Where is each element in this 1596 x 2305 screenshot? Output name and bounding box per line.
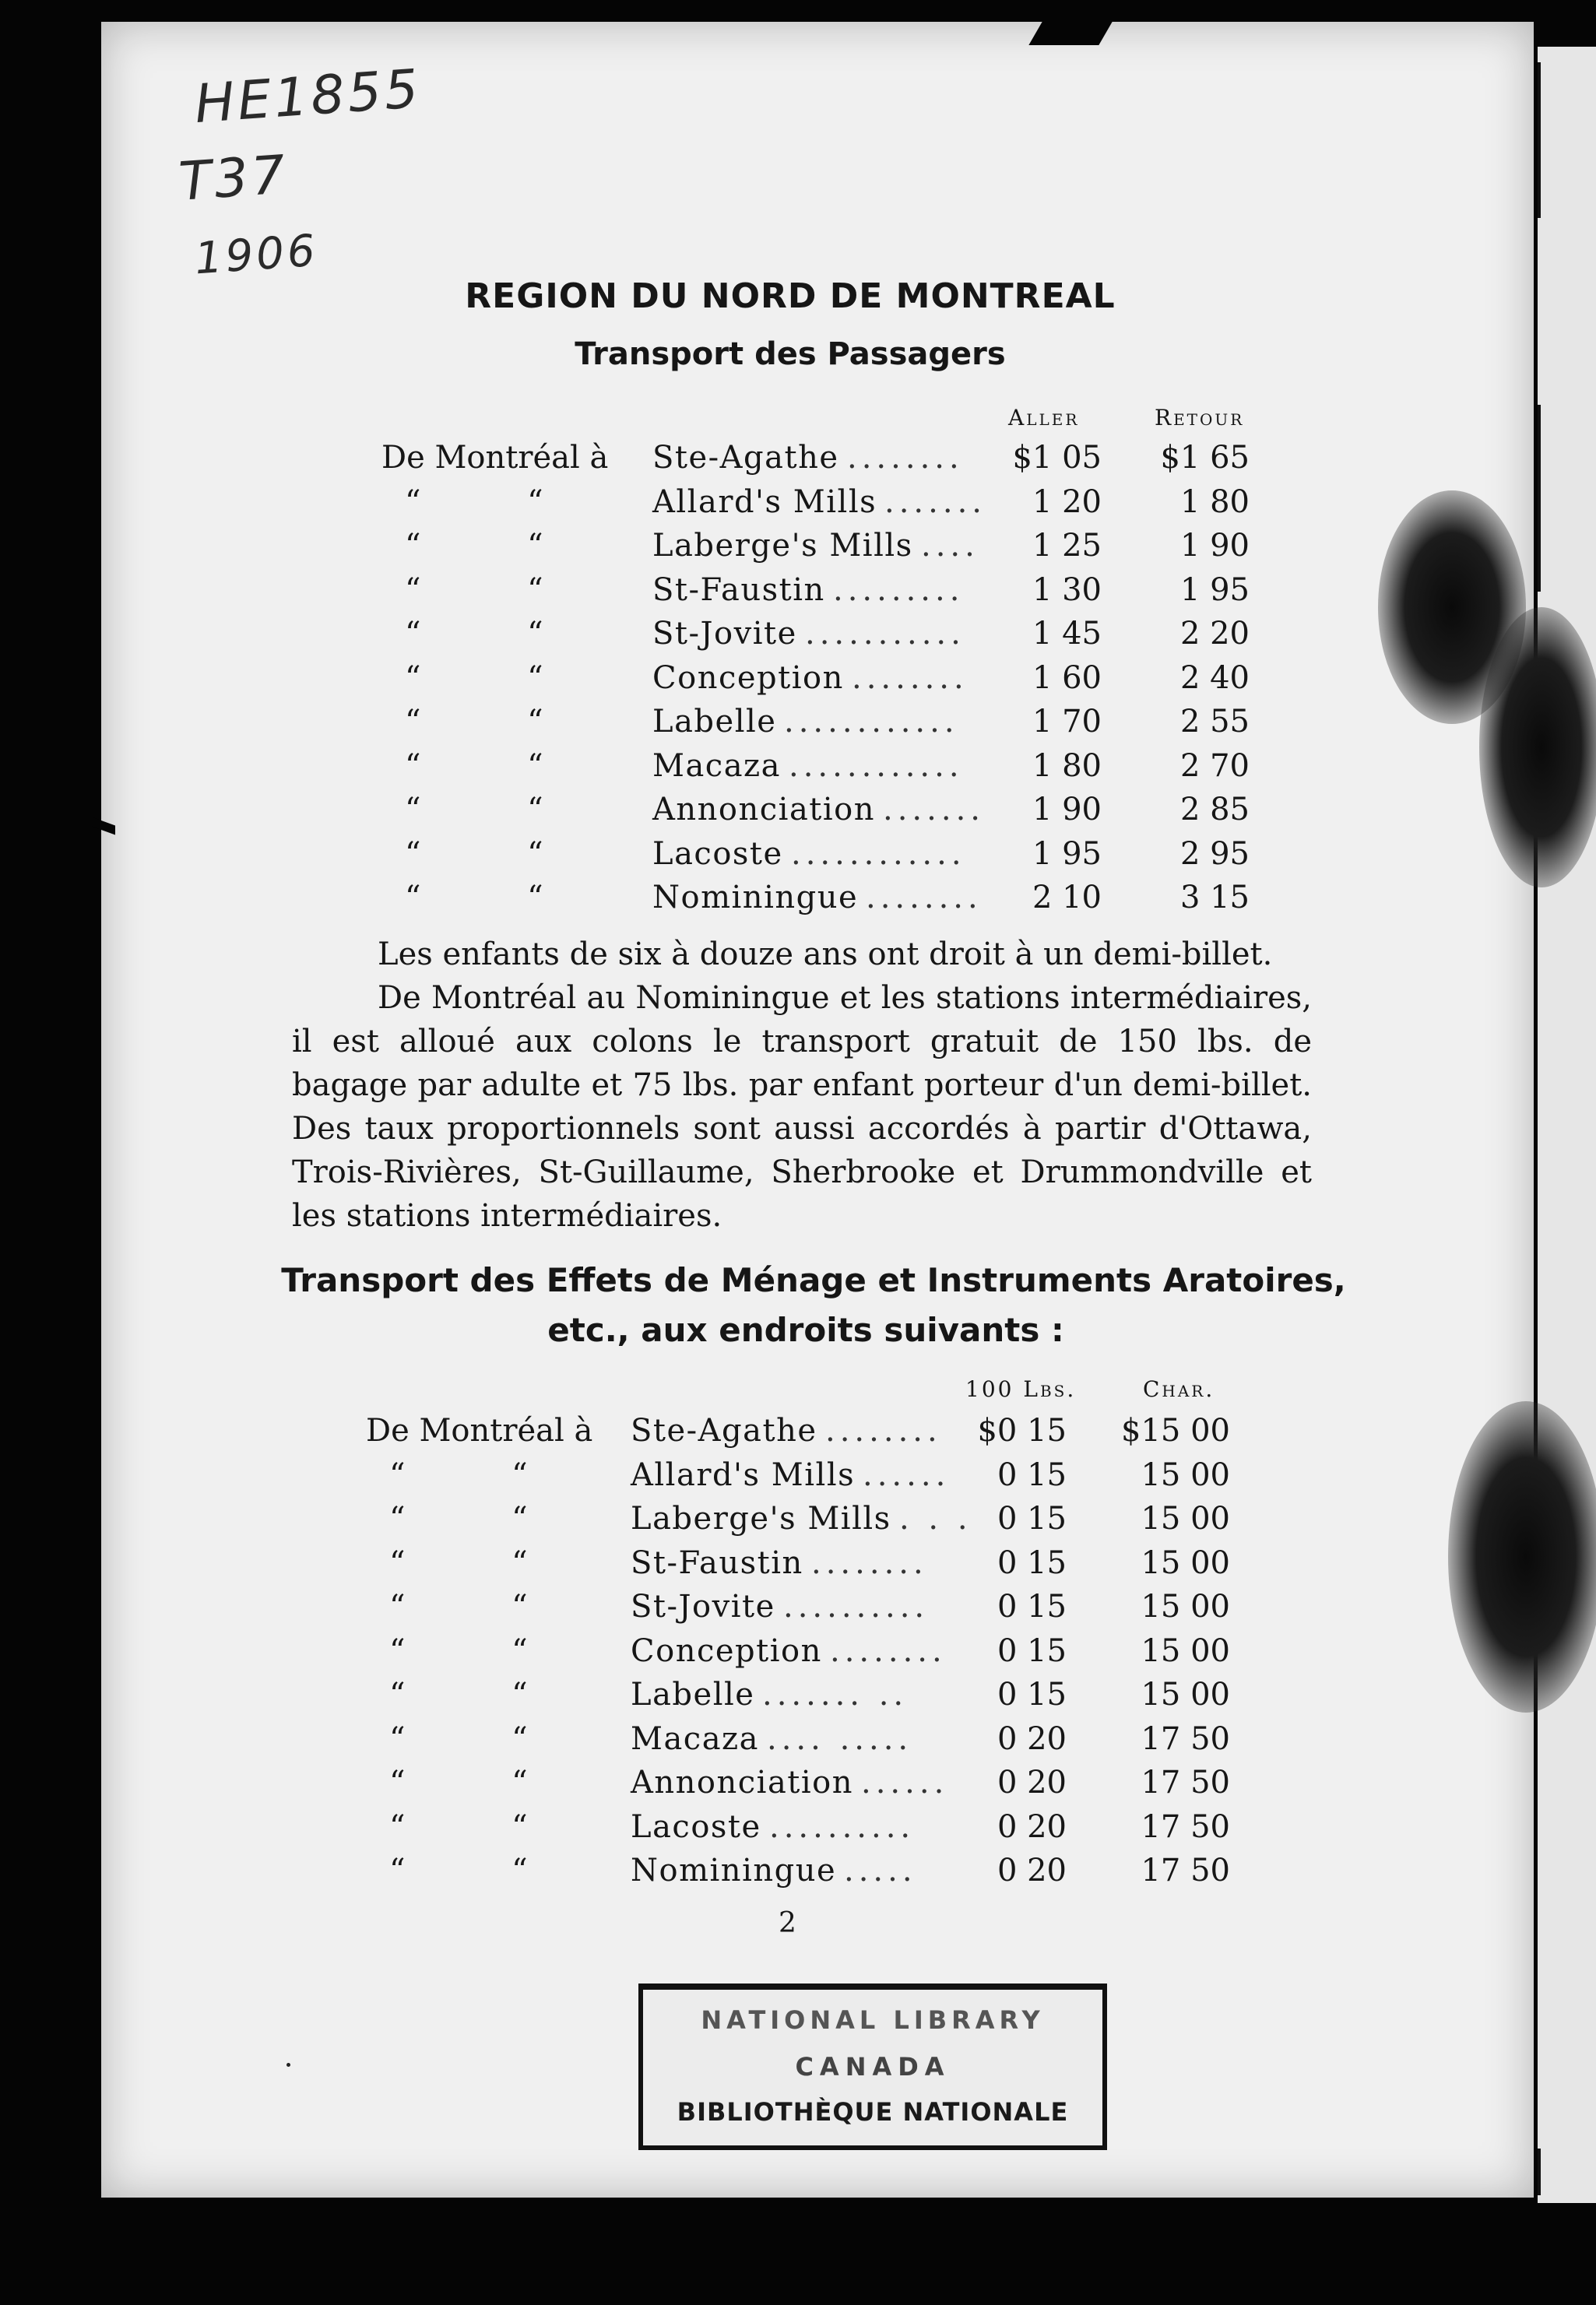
- leader-dots: ........: [825, 1413, 942, 1449]
- fare-value: 15 00: [1141, 1632, 1230, 1669]
- fare-value: 15 00: [1141, 1677, 1230, 1713]
- from-label: “ “: [405, 571, 545, 608]
- leader-dots: ............: [784, 704, 959, 740]
- note-line: Les enfants de six à douze ans ont droit à un demi-billet.: [378, 936, 1273, 972]
- table-row: [0, 524, 1596, 567]
- destination-name: Laberge's Mills: [631, 1501, 891, 1537]
- fare-value: 1 25: [1032, 528, 1102, 564]
- table-row: [0, 876, 1596, 919]
- table-row: [0, 1849, 1596, 1892]
- fare-value: 2 10: [1032, 880, 1102, 915]
- table-row: [0, 568, 1596, 612]
- fare-value: $1 65: [1160, 440, 1250, 476]
- fare-value: 17 50: [1141, 1765, 1230, 1801]
- destination-name: Ste-Agathe: [631, 1413, 817, 1449]
- from-label: “ “: [389, 1632, 529, 1669]
- fare-value: 2 70: [1179, 747, 1250, 784]
- leader-dots: ..........: [783, 1589, 930, 1625]
- leader-dots: . . .: [899, 1501, 972, 1537]
- fare-value: 2 95: [1179, 835, 1250, 872]
- section-heading: etc., aux endroits suivants :: [547, 1311, 1064, 1349]
- fare-value: 1 70: [1032, 704, 1102, 740]
- from-label: “ “: [389, 1720, 529, 1757]
- column-header: 100 Lbs.: [965, 1376, 1077, 1402]
- table-row: [0, 744, 1596, 788]
- fare-value: 0 20: [997, 1808, 1067, 1845]
- stamp-line: BIBLIOTHÈQUE NATIONALE: [677, 2097, 1069, 2127]
- table-row: [0, 1453, 1596, 1497]
- fare-value: 15 00: [1141, 1456, 1230, 1493]
- destination-name: St-Jovite: [631, 1589, 775, 1625]
- leader-dots: ........: [847, 440, 964, 476]
- leader-dots: ......: [863, 1456, 951, 1493]
- notes-paragraph: [292, 933, 1312, 1238]
- fare-value: 1 60: [1032, 659, 1102, 696]
- table-row: [0, 1717, 1596, 1761]
- fare-value: 1 80: [1032, 747, 1102, 784]
- fare-value: 1 95: [1032, 835, 1102, 872]
- fare-value: 0 15: [997, 1456, 1067, 1493]
- leader-dots: .....: [844, 1853, 917, 1889]
- from-label: “ “: [389, 1808, 529, 1845]
- leader-dots: .... .....: [767, 1720, 913, 1757]
- from-label: De Montréal à: [366, 1413, 593, 1449]
- fare-value: 1 30: [1032, 571, 1102, 608]
- table-row: [0, 1805, 1596, 1849]
- fare-value: 1 45: [1032, 616, 1102, 652]
- destination-name: Allard's Mills: [652, 483, 877, 520]
- column-header: Char.: [1143, 1376, 1215, 1402]
- section-heading: Transport des Effets de Ménage et Instruments Aratoires,: [281, 1261, 1346, 1299]
- fare-value: 0 20: [997, 1720, 1067, 1757]
- fare-value: 2 20: [1179, 616, 1250, 652]
- fare-value: 17 50: [1141, 1853, 1230, 1889]
- fare-value: 0 15: [997, 1632, 1067, 1669]
- table-row: [0, 788, 1596, 831]
- table-row: [0, 612, 1596, 655]
- column-header: Retour: [1155, 405, 1245, 430]
- from-label: “ “: [389, 1501, 529, 1537]
- leader-dots: ........: [830, 1632, 947, 1669]
- from-label: “ “: [389, 1544, 529, 1581]
- fare-value: $15 00: [1121, 1413, 1230, 1449]
- leader-dots: ....... ..: [762, 1677, 909, 1713]
- fare-value: 0 20: [997, 1765, 1067, 1801]
- leader-dots: ...........: [805, 616, 965, 652]
- from-label: “ “: [405, 704, 545, 740]
- destination-name: Labelle: [631, 1677, 755, 1713]
- fare-value: 15 00: [1141, 1501, 1230, 1537]
- destination-name: St-Jovite: [652, 616, 797, 652]
- fare-value: 2 40: [1179, 659, 1250, 696]
- fare-value: 1 20: [1032, 483, 1102, 520]
- leader-dots: ........: [866, 880, 983, 915]
- from-label: De Montréal à: [381, 440, 609, 476]
- destination-name: St-Faustin: [652, 571, 825, 608]
- from-label: “ “: [389, 1677, 529, 1713]
- fare-value: 17 50: [1141, 1808, 1230, 1845]
- destination-name: Laberge's Mills: [652, 528, 913, 564]
- from-label: “ “: [389, 1589, 529, 1625]
- leader-dots: ........: [811, 1544, 928, 1581]
- from-label: “ “: [405, 616, 545, 652]
- stamp-line: NATIONAL LIBRARY: [701, 2005, 1045, 2035]
- destination-name: Annonciation: [631, 1765, 854, 1801]
- destination-name: Conception: [631, 1632, 822, 1669]
- column-header: Aller: [1008, 405, 1080, 430]
- from-label: “ “: [405, 792, 545, 827]
- destination-name: Ste-Agathe: [652, 440, 839, 476]
- fare-value: 2 85: [1179, 792, 1250, 827]
- page-title: REGION DU NORD DE MONTREAL: [465, 276, 1116, 316]
- section-heading: Transport des Passagers: [575, 336, 1006, 372]
- handwritten-callnumber: T37: [177, 144, 290, 213]
- fare-value: 0 15: [997, 1589, 1067, 1625]
- destination-name: St-Faustin: [631, 1544, 803, 1581]
- fare-value: 1 90: [1179, 528, 1250, 564]
- destination-name: Macaza: [631, 1720, 759, 1757]
- fare-value: $1 05: [1012, 440, 1102, 476]
- fare-value: 1 90: [1032, 792, 1102, 827]
- destination-name: Labelle: [652, 704, 777, 740]
- table-row: [0, 436, 1596, 480]
- fare-value: 0 20: [997, 1853, 1067, 1889]
- fare-value: 1 95: [1179, 571, 1250, 608]
- leader-dots: ............: [789, 747, 964, 784]
- leader-dots: .......: [884, 483, 987, 520]
- from-label: “ “: [389, 1853, 529, 1889]
- fare-value: 15 00: [1141, 1589, 1230, 1625]
- table-row: [0, 1673, 1596, 1716]
- leader-dots: ..........: [769, 1808, 916, 1845]
- library-stamp: [638, 1983, 1107, 2150]
- destination-name: Conception: [652, 659, 844, 696]
- table-row: [0, 700, 1596, 743]
- table-row: [0, 1409, 1596, 1453]
- fare-value: $0 15: [977, 1413, 1067, 1449]
- fare-value: 3 15: [1179, 880, 1250, 915]
- leader-dots: ........: [852, 659, 968, 696]
- stamp-line: CANADA: [795, 2052, 951, 2082]
- leader-dots: .......: [883, 792, 986, 827]
- leader-dots: ....: [921, 528, 979, 564]
- table-row: [0, 1541, 1596, 1585]
- from-label: “ “: [405, 483, 545, 520]
- destination-name: Annonciation: [652, 792, 876, 827]
- destination-name: Macaza: [652, 747, 781, 784]
- fare-value: 2 55: [1179, 704, 1250, 740]
- table-row: [0, 480, 1596, 524]
- leader-dots: .........: [833, 571, 965, 608]
- fare-value: 1 80: [1179, 483, 1250, 520]
- from-label: “ “: [405, 659, 545, 696]
- fare-value: 17 50: [1141, 1720, 1230, 1757]
- leader-dots: ......: [861, 1765, 949, 1801]
- fare-value: 0 15: [997, 1501, 1067, 1537]
- destination-name: Lacoste: [652, 835, 783, 872]
- fare-value: 0 15: [997, 1677, 1067, 1713]
- from-label: “ “: [405, 528, 545, 564]
- table-row: [0, 656, 1596, 700]
- page-number: 2: [779, 1907, 796, 1939]
- table-row: [0, 1629, 1596, 1673]
- page-tear-mark: [1028, 22, 1112, 45]
- handwritten-callnumber: HE1855: [192, 58, 424, 136]
- leader-dots: ............: [791, 835, 966, 872]
- destination-name: Nominingue: [652, 880, 859, 915]
- destination-name: Allard's Mills: [631, 1456, 856, 1493]
- from-label: “ “: [405, 880, 545, 915]
- table-row: [0, 1585, 1596, 1629]
- table-row: [0, 1497, 1596, 1541]
- from-label: “ “: [405, 835, 545, 872]
- table-row: [0, 1761, 1596, 1804]
- note-body: De Montréal au Nominingue et les stations intermédiaires, il est alloué aux colons le transport gratuit de 150 lbs. de bagage par adulte et 75 lbs. par enfant porteur d'un demi-billet. Des taux proportionnels sont aussi accordés à partir d'Ottawa, Trois-Rivières, St-Guillaume, Sherbrooke et Drummondville et les stations intermédiaires.: [292, 980, 1312, 1234]
- fare-value: 0 15: [997, 1544, 1067, 1581]
- from-label: “ “: [405, 747, 545, 784]
- from-label: “ “: [389, 1456, 529, 1493]
- handwritten-year: 1906: [192, 225, 320, 285]
- fare-value: 15 00: [1141, 1544, 1230, 1581]
- dust-speck: [287, 2063, 290, 2067]
- from-label: “ “: [389, 1765, 529, 1801]
- destination-name: Nominingue: [631, 1853, 837, 1889]
- table-row: [0, 832, 1596, 876]
- destination-name: Lacoste: [631, 1808, 761, 1845]
